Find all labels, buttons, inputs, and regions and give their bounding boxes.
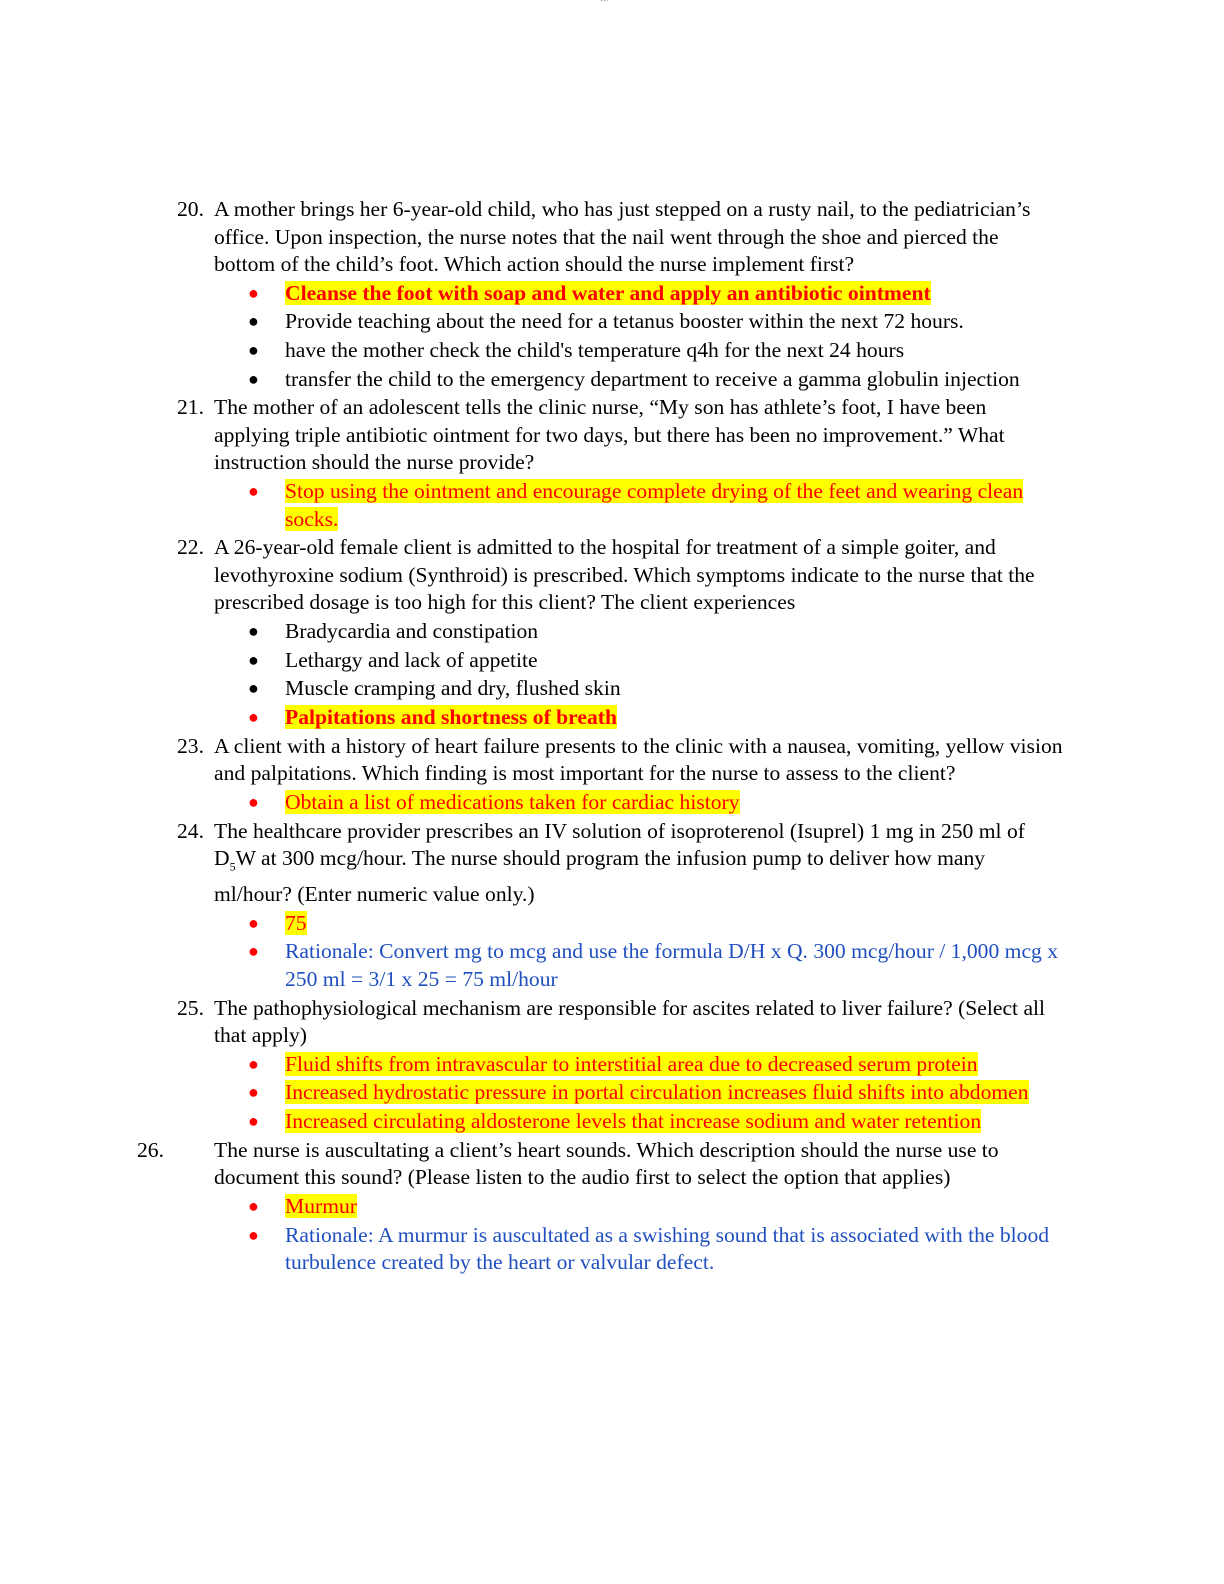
rationale: ● Rationale: Convert mg to mcg and use the formula D/H x Q. 300 mcg/hour / 1,000 mcg x 250 ml = 3/1 x 25 = 75 ml/hour [248,939,1059,991]
question-20 [0,196,1224,393]
question-text: The mother of an adolescent tells the clinic nurse, “My son has athlete’s foot, I have been applying triple antibiotic ointment for two days, but there has been no improvement.” What instruction should the nurse provide? [214,395,1005,475]
question-number: 25. [177,995,204,1020]
answer-option: ● Fluid shifts from intravascular to interstitial area due to decreased serum protein [0,1051,1065,1079]
option: ● Bradycardia and constipation [0,618,1065,646]
question-number: 26. [137,1137,164,1162]
bullet-icon: ● [248,311,259,332]
bullet-icon: ● [248,340,259,361]
answer-option: ● Cleanse the foot with soap and water and apply an antibiotic ointment [0,280,1065,308]
answer-option: ● 75 [0,910,1065,938]
option: ● Muscle cramping and dry, flushed skin [0,675,1065,703]
header-mark: --- [600,0,610,4]
question-number: 22. [177,535,204,560]
question-number: 20. [177,197,204,221]
bullet-icon: ● [248,621,259,641]
question-text: A mother brings her 6-year-old child, who has just stepped on a rusty nail, to the pediatrician’s office. Upon inspection, the nurse notes that the nail went through the shoe and pierced the bottom of the child’s foot. Which action should the nurse implement first? [214,197,1031,276]
question-24 [0,818,1224,994]
question-text: A client with a history of heart failure presents to the clinic with a nausea, vomiting, yellow vision and palpitations. Which finding is most important for the nurse to assess to the client? [214,733,1063,786]
option: ● transfer the child to the emergency department to receive a gamma globulin injection [0,366,1065,394]
bullet-icon: ● [248,1111,259,1132]
bullet-icon: ● [248,481,259,502]
question-22 [0,534,1224,731]
option: ● have the mother check the child's temperature q4h for the next 24 hours [0,337,1065,365]
answer-option: ● Palpitations and shortness of breath [0,704,1065,732]
answer-option: ● Increased hydrostatic pressure in portal circulation increases fluid shifts into abdomen [0,1079,1065,1107]
question-text: A 26-year-old female client is admitted to the hospital for treatment of a simple goiter, and levothyroxine sodium (Synthroid) is prescribed. Which symptoms indicate to the nurse that the prescribed dosage is too high for this client? The client experiences [214,535,1035,615]
question-23 [0,733,1224,817]
bullet-icon: ● [248,649,259,670]
question-text: The nurse is auscultating a client’s heart sounds. Which description should the nurse use to document this sound? (Please listen to the audio first to select the option that applies) [214,1137,999,1190]
bullet-icon: ● [248,941,259,962]
bullet-icon: ● [248,1195,259,1216]
question-number: 21. [177,395,204,420]
question-text: The healthcare provider prescribes an IV solution of isoproterenol (Isuprel) 1 mg in 250 ml of $D_5W$ at 300 mcg/hour. The nurse should program the infusion pump to deliver how many ml/hour? (Enter numeric value only.) [214,818,1025,906]
answer-option: ● Murmur [0,1193,1065,1221]
bullet-icon: ● [248,1082,259,1103]
bullet-icon: ● [248,282,259,303]
answer-option: ● Increased circulating aldosterone levels that increase sodium and water retention [0,1108,1065,1136]
bullet-icon: ● [248,912,259,933]
option: ● Lethargy and lack of appetite [0,647,1065,675]
bullet-icon: ● [248,707,259,728]
question-26 [0,1137,1224,1277]
question-number: 23. [177,733,204,758]
question-number: 24. [177,818,204,843]
option: ● Provide teaching about the need for a tetanus booster within the next 72 hours. [0,308,1065,336]
rationale: ● Rationale: A murmur is auscultated as a swishing sound that is associated with the blood turbulence created by the heart or valvular defect. [248,1222,1050,1275]
question-25 [0,995,1224,1136]
answer-option: ● Stop using the ointment and encourage complete drying of the feet and wearing clean socks. [248,479,1024,531]
bullet-icon: ● [248,368,259,389]
bullet-icon: ● [248,678,259,699]
answer-option: ● Obtain a list of medications taken for cardiac history [0,789,1065,817]
question-text: The pathophysiological mechanism are responsible for ascites related to liver failure? (Select all that apply) [214,995,1046,1047]
question-21 [0,394,1224,533]
bullet-icon: ● [248,791,259,812]
bullet-icon: ● [248,1053,259,1074]
document-body [0,196,1224,1278]
bullet-icon: ● [248,1224,259,1245]
